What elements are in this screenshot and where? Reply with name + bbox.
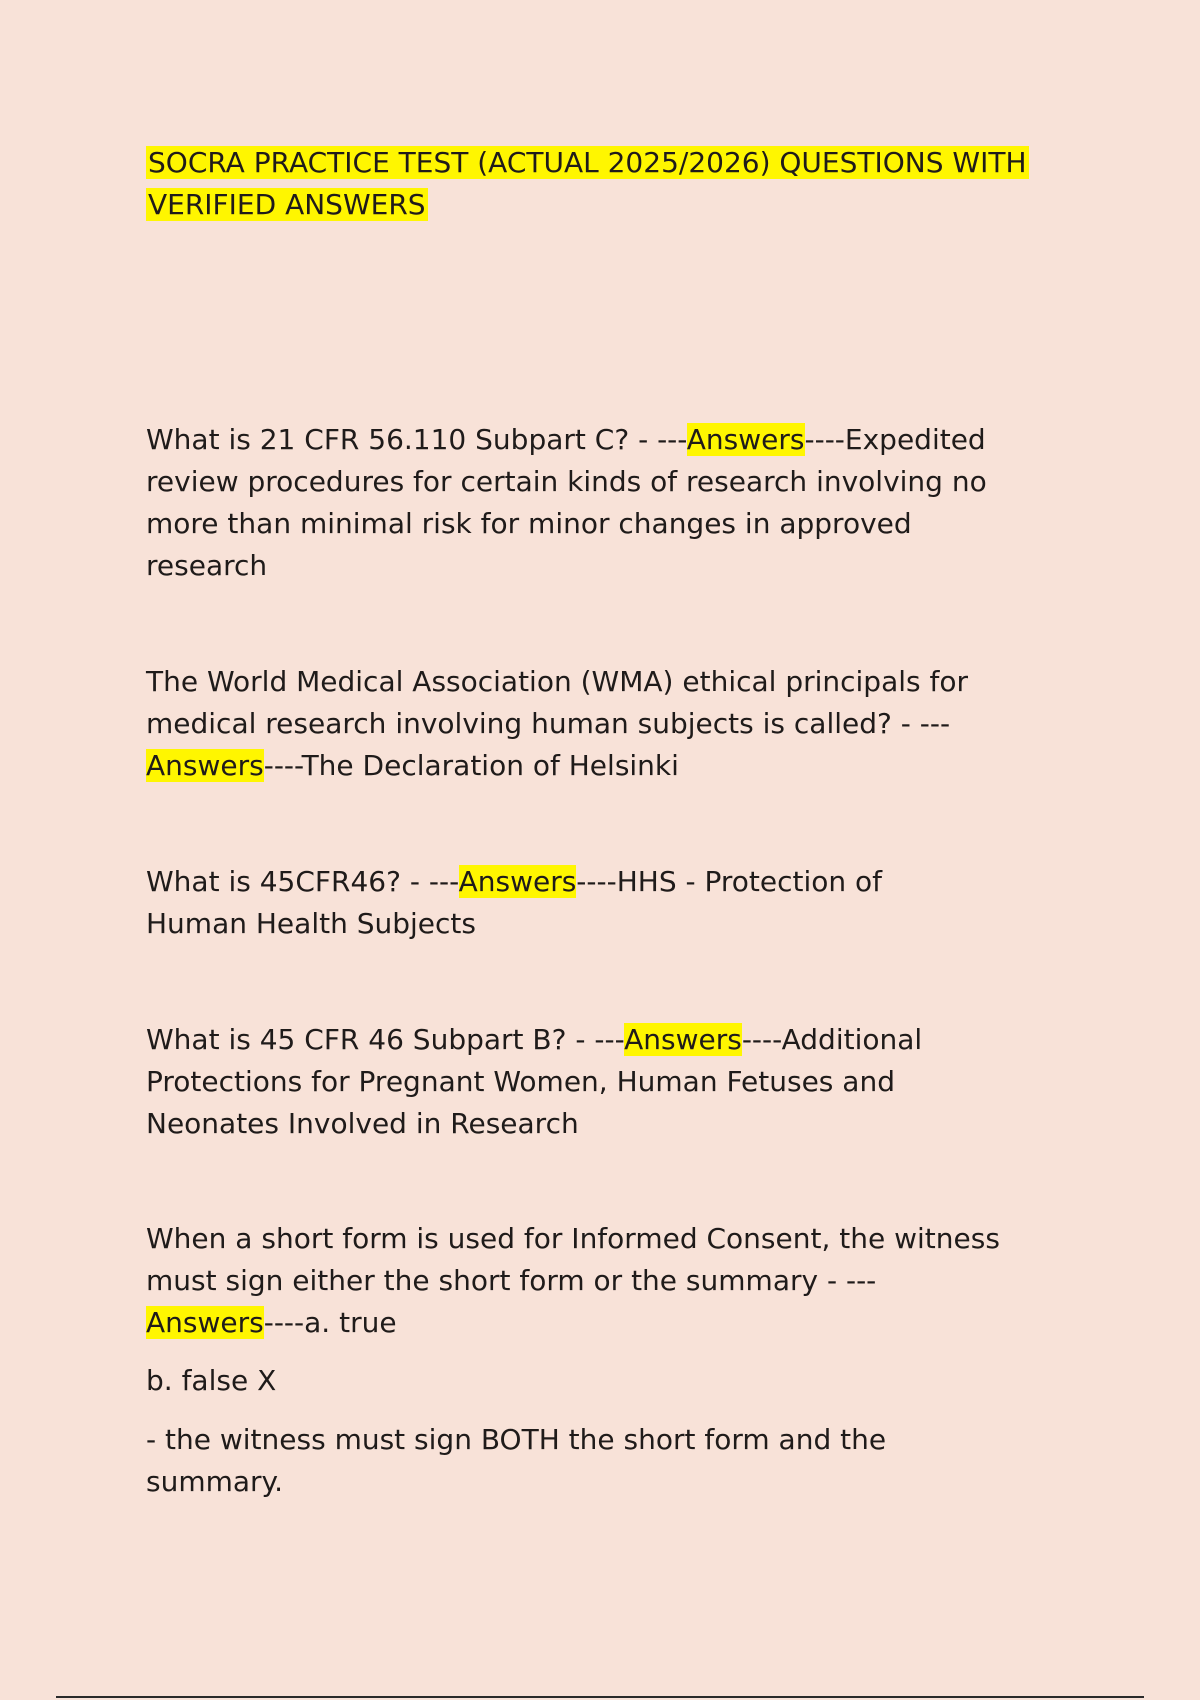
qa-line: [146, 1218, 1076, 1260]
qa-line: [146, 1260, 1076, 1302]
title-line: [146, 142, 1086, 184]
qa-line: [146, 419, 1076, 461]
answer-text: Protections for Pregnant Women, Human Fetuses and: [146, 1065, 895, 1098]
qa-item: [146, 861, 1076, 945]
answer-option: [146, 1360, 1076, 1402]
question-text: must sign either the short form or the summary - ---: [146, 1264, 877, 1297]
qa-item: [146, 1218, 1076, 1344]
qa-line: [146, 903, 1076, 945]
highlight: SOCRA PRACTICE TEST (ACTUAL 2025/2026) QUESTIONS WITH: [148, 146, 1027, 179]
answer-explanation: [146, 1419, 1076, 1503]
question-text: The World Medical Association (WMA) ethical principals for: [146, 665, 969, 698]
qa-line: [146, 1103, 1076, 1145]
question-text: medical research involving human subjects is called? - ---: [146, 707, 951, 740]
qa-line: [146, 1061, 1076, 1103]
answer-text: review procedures for certain kinds of research involving no: [146, 465, 987, 498]
qa-line: [146, 861, 1076, 903]
answer-text: Human Health Subjects: [146, 907, 476, 940]
qa-line: [146, 703, 1076, 745]
qa-item: [146, 1019, 1076, 1145]
answer-text: ----a. true: [263, 1306, 397, 1339]
answer-text: ----Additional: [741, 1023, 923, 1056]
qa-line: [146, 745, 1076, 787]
page-bottom-rule: [56, 1696, 1144, 1698]
qa-line: [146, 545, 1076, 587]
title-line: [146, 184, 1086, 226]
qa-line: [146, 503, 1076, 545]
qa-line: [146, 661, 1076, 703]
answer-text: Neonates Involved in Research: [146, 1107, 579, 1140]
question-text: What is 21 CFR 56.110 Subpart C? - ---: [146, 423, 687, 456]
answer-text: b. false X: [146, 1364, 277, 1397]
highlight: VERIFIED ANSWERS: [148, 188, 426, 221]
answers-highlight: Answers: [686, 423, 805, 456]
answers-highlight: Answers: [146, 749, 264, 782]
question-text: What is 45CFR46? - ---: [146, 865, 459, 898]
qa-line: [146, 1019, 1076, 1061]
answers-highlight: Answers: [624, 1023, 742, 1056]
answer-text: - the witness must sign BOTH the short form and the: [146, 1423, 887, 1456]
qa-line: [146, 461, 1076, 503]
qa-line: [146, 1360, 1076, 1402]
qa-item: [146, 419, 1076, 587]
qa-line: [146, 1419, 1076, 1461]
answer-text: ----HHS - Protection of: [576, 865, 883, 898]
answer-text: ----The Declaration of Helsinki: [263, 749, 679, 782]
question-text: When a short form is used for Informed Consent, the witness: [146, 1222, 1000, 1255]
document-title: [146, 142, 1086, 226]
answer-text: summary.: [146, 1465, 284, 1498]
qa-line: [146, 1461, 1076, 1503]
answer-text: research: [146, 549, 268, 582]
answer-text: more than minimal risk for minor changes in approved: [146, 507, 912, 540]
qa-line: [146, 1302, 1076, 1344]
answers-highlight: Answers: [146, 1306, 264, 1339]
answers-highlight: Answers: [458, 865, 577, 898]
answer-text: ----Expedited: [804, 423, 986, 456]
qa-item: [146, 661, 1076, 787]
question-text: What is 45 CFR 46 Subpart B? - ---: [146, 1023, 625, 1056]
